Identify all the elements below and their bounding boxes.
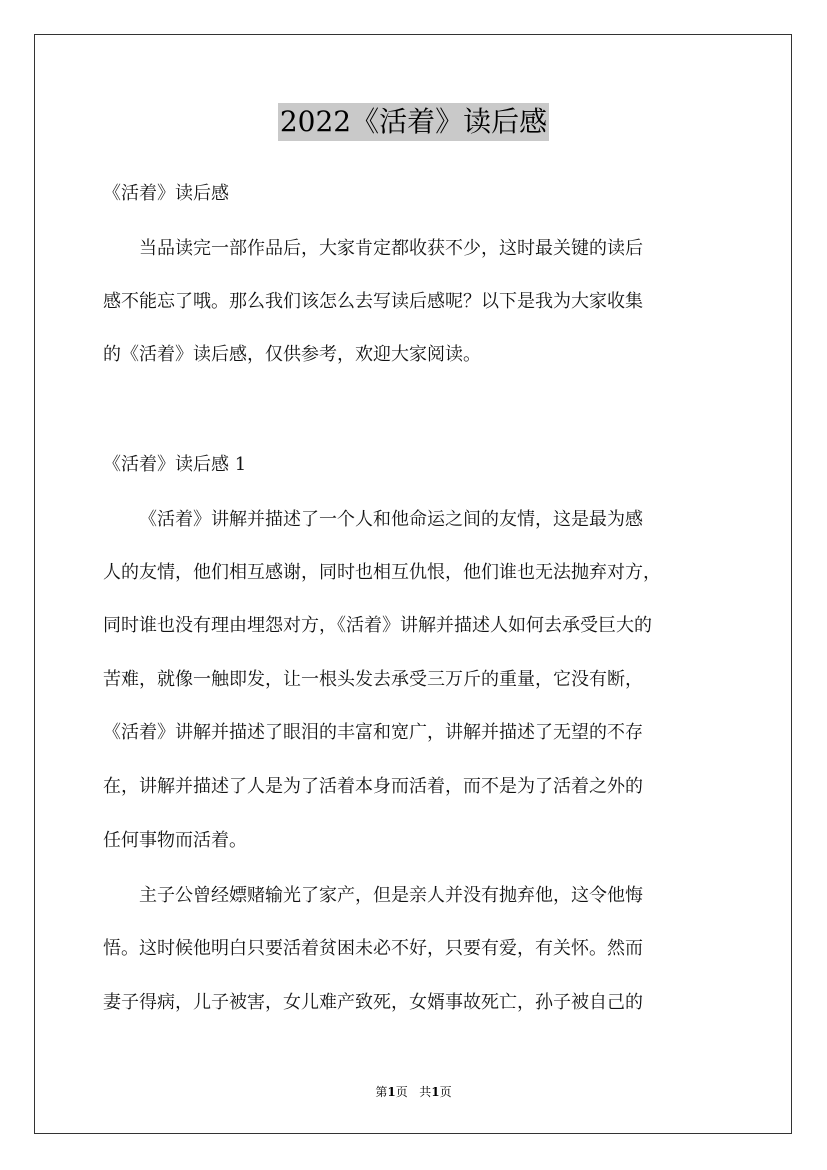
- paragraph-line: 主子公曾经嫖赌输光了家产，但是亲人并没有抛弃他，这令他悔: [139, 885, 643, 906]
- page-number: 1: [387, 1085, 396, 1099]
- paragraph-line: 妻子得病，儿子被害，女儿难产致死，女婿事故死亡，孙子被自己的: [103, 992, 643, 1013]
- intro-line: 当品读完一部作品后，大家肯定都收获不少，这时最关键的读后: [139, 238, 643, 259]
- paragraph-line: 任何事物而活着。: [103, 830, 247, 851]
- intro-line: 的《活着》读后感，仅供参考，欢迎大家阅读。: [103, 344, 481, 365]
- section-heading: 《活着》读后感 1: [103, 454, 247, 475]
- total-prefix: 共: [419, 1085, 432, 1099]
- subtitle: 《活着》读后感: [103, 183, 229, 204]
- paragraph-line: 同时谁也没有理由埋怨对方，《活着》讲解并描述人如何去承受巨大的: [103, 615, 652, 636]
- intro-line: 感不能忘了哦。那么我们该怎么去写读后感呢？以下是我为大家收集: [103, 291, 643, 312]
- paragraph-line: 《活着》讲解并描述了眼泪的丰富和宽广，讲解并描述了无望的不存: [103, 722, 643, 743]
- paragraph-line: 在，讲解并描述了人是为了活着本身而活着，而不是为了活着之外的: [103, 776, 643, 797]
- page-footer: [0, 1084, 827, 1100]
- paragraph-line: 人的友情，他们相互感谢，同时也相互仇恨，他们谁也无法抛弃对方，: [103, 562, 661, 583]
- title-container: [0, 103, 827, 141]
- page-prefix: 第: [375, 1085, 388, 1099]
- paragraph-line: 苦难，就像一触即发，让一根头发去承受三万斤的重量，它没有断，: [103, 669, 643, 690]
- total-pages: 1: [431, 1085, 440, 1099]
- page-suffix: 页: [395, 1085, 408, 1099]
- total-suffix: 页: [439, 1085, 452, 1099]
- document-title: 2022《活着》读后感: [278, 103, 549, 141]
- paragraph-line: 《活着》讲解并描述了一个人和他命运之间的友情，这是最为感: [139, 509, 643, 530]
- paragraph-line: 悟。这时候他明白只要活着贫困未必不好，只要有爱，有关怀。然而: [103, 938, 643, 959]
